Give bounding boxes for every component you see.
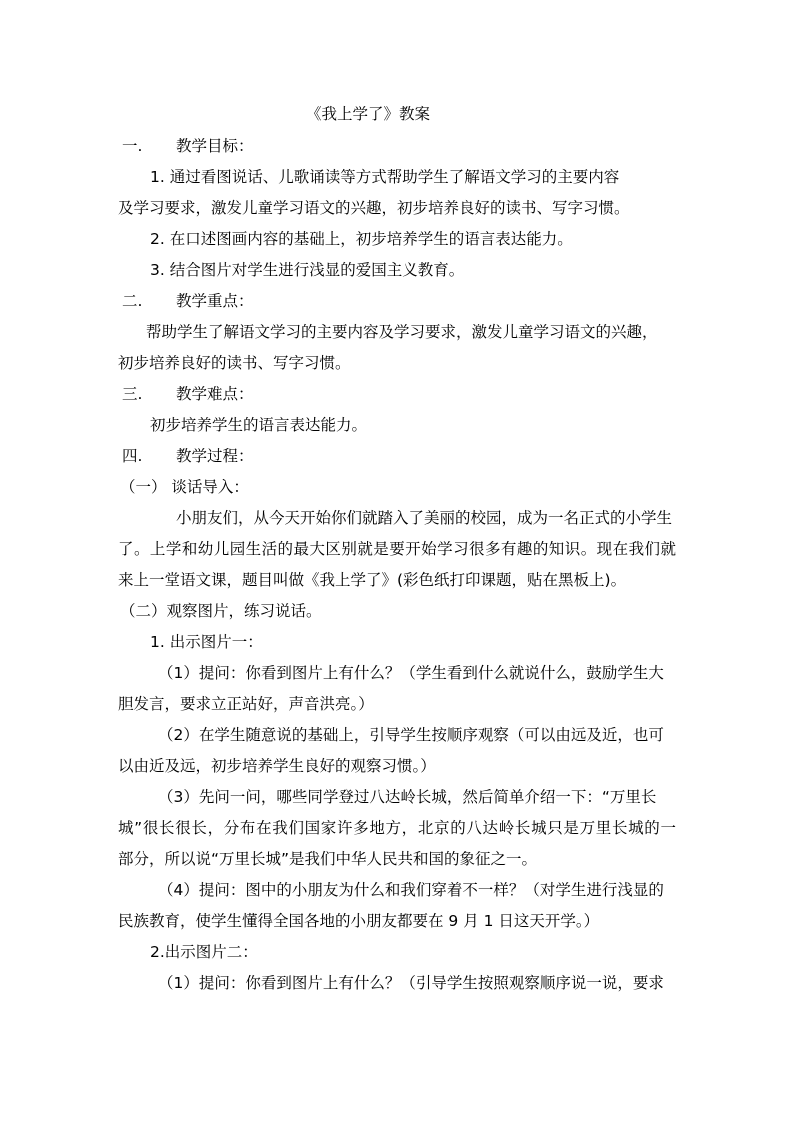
section-2-number: 二. — [122, 292, 143, 310]
section-1-number: 一. — [122, 137, 143, 155]
intro-line-2: 了。上学和幼儿园生活的最大区别就是要开始学习很多有趣的知识。现在我们就 — [118, 540, 676, 558]
question-4-line-2: 民族教育，使学生懂得全国各地的小朋友都要在 9 月 1 日这天开学。） — [118, 912, 600, 930]
question-3-line-3: 部分，所以说“万里长城”是我们中华人民共和国的象征之一。 — [118, 850, 538, 868]
objective-3: 3. 结合图片对学生进行浅显的爱国主义教育。 — [150, 261, 465, 279]
question-2-line-1: （2）在学生随意说的基础上，引导学生按顺序观察（可以由远及近，也可 — [158, 726, 664, 744]
difficulty-line-1: 初步培养学生的语言表达能力。 — [150, 416, 368, 434]
subsection-1-heading: （一） 谈话导入： — [120, 478, 249, 496]
question-2-line-2: 以由近及远，初步培养学生良好的观察习惯。） — [118, 757, 436, 775]
picture-1-heading: 1. 出示图片一： — [150, 633, 263, 651]
section-3-number: 三. — [122, 385, 143, 403]
section-2-heading: 教学重点： — [176, 292, 254, 310]
subsection-2-heading: （二）观察图片，练习说话。 — [120, 602, 322, 620]
objective-1-line-1: 1. 通过看图说话、儿歌诵读等方式帮助学生了解语文学习的主要内容 — [150, 168, 620, 186]
document-title: 《我上学了》教案 — [306, 105, 431, 123]
section-4-heading: 教学过程： — [176, 447, 254, 465]
question-3-line-1: （3）先问一问，哪些同学登过八达岭长城，然后简单介绍一下：“万里长 — [158, 788, 657, 806]
picture-2-heading: 2.出示图片二： — [150, 943, 258, 961]
question-4-line-1: （4）提问：图中的小朋友为什么和我们穿着不一样？（对学生进行浅显的 — [158, 881, 664, 899]
question-3-line-2: 城”很长很长，分布在我们国家许多地方，北京的八达岭长城只是万里长城的一 — [118, 819, 676, 837]
intro-line-1: 小朋友们，从今天开始你们就踏入了美丽的校园，成为一名正式的小学生 — [176, 509, 673, 527]
objective-2: 2. 在口述图画内容的基础上，初步培养学生的语言表达能力。 — [150, 230, 573, 248]
section-3-heading: 教学难点： — [176, 385, 254, 403]
question-1-line-1: （1）提问：你看到图片上有什么？（学生看到什么就说什么，鼓励学生大 — [158, 664, 664, 682]
picture-2-question-1-line-1: （1）提问：你看到图片上有什么？（引导学生按照观察顺序说一说，要求 — [158, 974, 664, 992]
key-point-line-1: 帮助学生了解语文学习的主要内容及学习要求，激发儿童学习语文的兴趣， — [146, 323, 658, 341]
section-4-number: 四. — [122, 447, 143, 465]
objective-1-line-2: 及学习要求，激发儿童学习语文的兴趣，初步培养良好的读书、写字习惯。 — [118, 199, 630, 217]
question-1-line-2: 胆发言，要求立正站好，声音洪亮。） — [118, 695, 374, 713]
key-point-line-2: 初步培养良好的读书、写字习惯。 — [118, 354, 351, 372]
intro-line-3: 来上一堂语文课，题目叫做《我上学了》(彩色纸打印课题，贴在黑板上)。 — [118, 571, 627, 589]
section-1-heading: 教学目标： — [176, 137, 254, 155]
